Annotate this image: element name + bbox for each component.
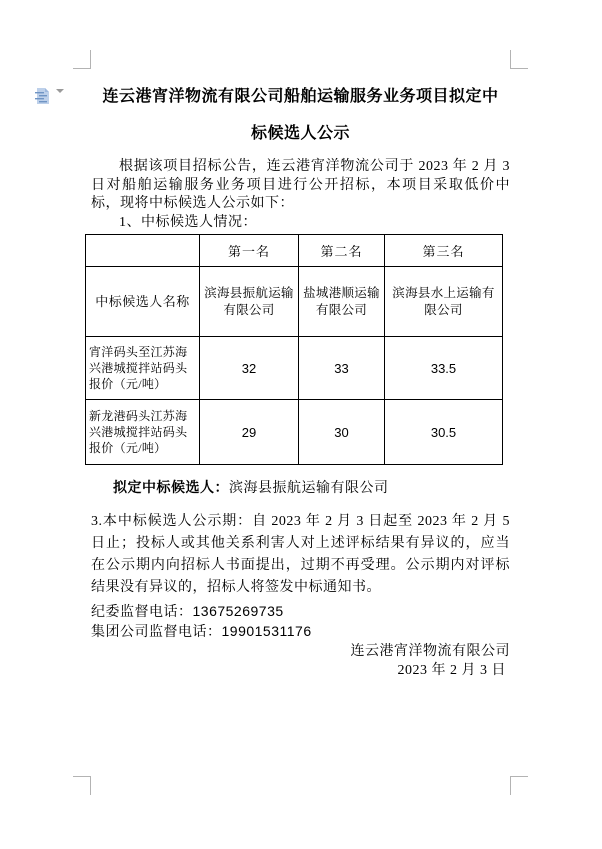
signoff-date: 2023 年 2 月 3 日 — [397, 663, 506, 678]
row-label-cell: 新龙港码头江苏海兴港城搅拌站码头报价（元/吨） — [86, 400, 200, 465]
group-phone-label: 集团公司监督电话： — [91, 625, 222, 640]
document-title: 连云港宵洋物流有限公司船舶运输服务业务项目拟定中标候选人公示 — [102, 88, 499, 142]
group-phone-number: 19901531176 — [221, 623, 312, 639]
bid-results-table — [85, 234, 503, 465]
margin-mark-bottom-right — [510, 776, 528, 795]
discipline-phone-line — [91, 602, 510, 622]
proposed-winner-value: 滨海县振航运输有限公司 — [229, 481, 389, 496]
margin-mark-bottom-left — [73, 776, 91, 795]
table-row — [86, 400, 503, 465]
table-header-cell: 第二名 — [299, 235, 385, 267]
candidates-heading: 1、中标候选人情况： — [119, 214, 257, 230]
table-row — [86, 337, 503, 400]
intro-paragraph: 根据该项目招标公告，连云港宵洋物流公司于 2023 年 2 月 3 日对船舶运输服务业务项目进行公开招标，本项目采取低价中标，现将中标候选人公示如下： — [91, 159, 510, 211]
document-content — [91, 0, 510, 680]
proposed-winner-line — [91, 479, 510, 498]
object-anchor-control[interactable] — [35, 87, 65, 105]
price-cell: 30 — [299, 400, 385, 465]
company-cell: 滨海县水上运输有限公司 — [385, 267, 503, 337]
document-icon — [35, 87, 51, 105]
price-cell: 30.5 — [385, 400, 503, 465]
table-row — [86, 267, 503, 337]
price-cell: 29 — [200, 400, 299, 465]
table-header-row — [86, 235, 503, 267]
row-label-cell: 宵洋码头至江苏海兴港城搅拌站码头报价（元/吨） — [86, 337, 200, 400]
discipline-phone-number: 13675269735 — [192, 603, 284, 619]
price-cell: 33 — [299, 337, 385, 400]
margin-mark-top-left — [73, 50, 91, 69]
table-header-cell: 第一名 — [200, 235, 299, 267]
publicity-period-paragraph: 3.本中标候选人公示期：自 2023 年 2 月 3 日起至 2023 年 2 月 5 日止；投标人或其他关系利害人对上述评标结果有异议的，应当在公示期内向招标人书面提出，过期不再受理。公示期内对评标结果没有异议的，招标人将签发中标通知书。 — [91, 514, 510, 595]
discipline-phone-label: 纪委监督电话： — [91, 605, 193, 620]
row-label-cell: 中标候选人名称 — [86, 267, 200, 337]
company-cell: 滨海县振航运输有限公司 — [200, 267, 299, 337]
proposed-winner-label: 拟定中标候选人： — [113, 481, 229, 496]
price-cell: 32 — [200, 337, 299, 400]
group-phone-line — [91, 622, 510, 642]
table-header-cell: 第三名 — [385, 235, 503, 267]
price-cell: 33.5 — [385, 337, 503, 400]
signoff-company: 连云港宵洋物流有限公司 — [350, 644, 510, 659]
margin-mark-top-right — [510, 50, 528, 69]
table-header-cell — [86, 235, 200, 267]
company-cell: 盐城港顺运输有限公司 — [299, 267, 385, 337]
dropdown-triangle-icon — [56, 93, 64, 111]
